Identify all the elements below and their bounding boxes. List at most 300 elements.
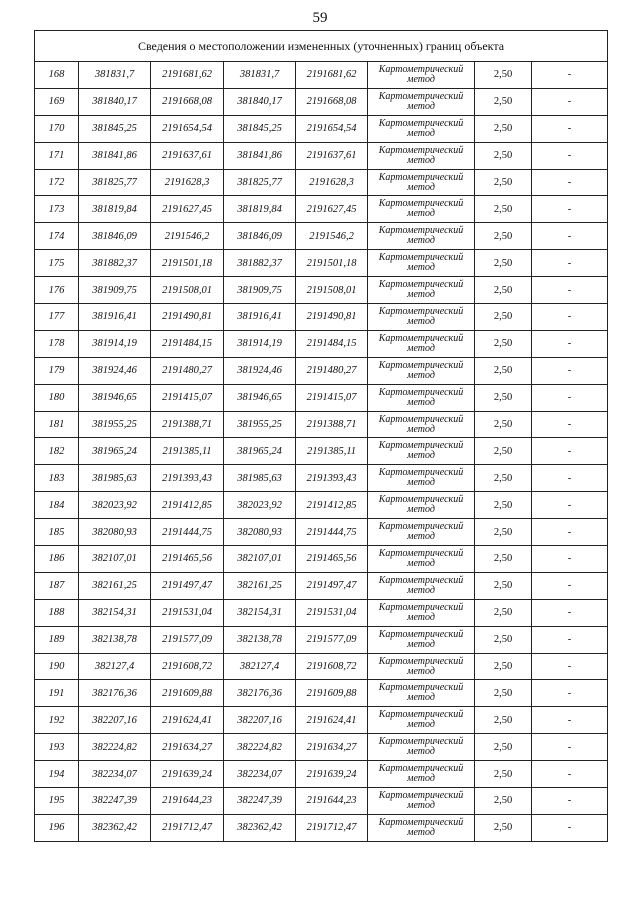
method-line2: метод [407,289,435,301]
y-new-cell: 2191654,54 [296,115,368,142]
note-cell: - [532,62,608,89]
method-line1: Картометрический [378,171,464,183]
accuracy-cell: 2,50 [475,169,532,196]
y-existing-cell: 2191628,3 [151,169,224,196]
x-new-cell: 382154,31 [224,599,296,626]
point-number-cell: 191 [35,680,79,707]
y-existing-cell: 2191577,09 [151,626,224,653]
method-line1: Картометрический [378,413,464,425]
table-row [35,519,608,546]
method-line1: Картометрический [378,736,464,748]
page-number: 59 [312,10,328,26]
y-new-cell: 2191531,04 [296,599,368,626]
method-line2: метод [407,154,435,166]
x-new-cell: 382207,16 [224,707,296,734]
y-existing-cell: 2191508,01 [151,277,224,304]
accuracy-cell: 2,50 [475,223,532,250]
x-existing-cell: 382247,39 [79,788,151,815]
table-row [35,223,608,250]
accuracy-cell: 2,50 [475,546,532,573]
accuracy-cell: 2,50 [475,653,532,680]
table-row [35,115,608,142]
table-row [35,357,608,384]
table-row [35,196,608,223]
method-line1: Картометрический [378,117,464,129]
table-row [35,465,608,492]
point-number-cell: 186 [35,546,79,573]
accuracy-cell: 2,50 [475,734,532,761]
x-new-cell: 381840,17 [224,88,296,115]
note-cell: - [532,169,608,196]
table-row [35,680,608,707]
x-existing-cell: 382080,93 [79,519,151,546]
y-existing-cell: 2191465,56 [151,546,224,573]
table-row [35,62,608,89]
method-line1: Картометрический [378,494,464,506]
method-cell [368,653,475,680]
method-line1: Картометрический [378,359,464,371]
table-row [35,707,608,734]
accuracy-cell: 2,50 [475,680,532,707]
table-row [35,142,608,169]
point-number-cell: 177 [35,304,79,331]
note-cell: - [532,357,608,384]
x-existing-cell: 382154,31 [79,599,151,626]
x-new-cell: 381846,09 [224,223,296,250]
x-existing-cell: 382234,07 [79,761,151,788]
accuracy-cell: 2,50 [475,62,532,89]
method-line1: Картометрический [378,90,464,102]
y-existing-cell: 2191712,47 [151,814,224,841]
note-cell: - [532,277,608,304]
x-existing-cell: 382138,78 [79,626,151,653]
accuracy-cell: 2,50 [475,626,532,653]
method-line2: метод [407,127,435,139]
boundary-coordinates-table [34,30,608,842]
point-number-cell: 188 [35,599,79,626]
y-new-cell: 2191634,27 [296,734,368,761]
x-existing-cell: 382107,01 [79,546,151,573]
table-row [35,788,608,815]
table-row [35,384,608,411]
method-cell [368,546,475,573]
point-number-cell: 195 [35,788,79,815]
accuracy-cell: 2,50 [475,250,532,277]
x-new-cell: 381819,84 [224,196,296,223]
table-row [35,492,608,519]
x-existing-cell: 381916,41 [79,304,151,331]
y-new-cell: 2191712,47 [296,814,368,841]
method-cell [368,357,475,384]
method-line1: Картометрический [378,440,464,452]
point-number-cell: 179 [35,357,79,384]
accuracy-cell: 2,50 [475,357,532,384]
method-line2: метод [407,584,435,596]
accuracy-cell: 2,50 [475,707,532,734]
note-cell: - [532,734,608,761]
method-cell [368,492,475,519]
method-line1: Картометрический [378,789,464,801]
method-line2: метод [407,504,435,516]
method-line2: метод [407,423,435,435]
method-line1: Картометрический [378,386,464,398]
x-existing-cell: 381819,84 [79,196,151,223]
x-new-cell: 382138,78 [224,626,296,653]
point-number-cell: 174 [35,223,79,250]
point-number-cell: 180 [35,384,79,411]
point-number-cell: 170 [35,115,79,142]
y-new-cell: 2191465,56 [296,546,368,573]
x-existing-cell: 381909,75 [79,277,151,304]
method-line1: Картометрический [378,628,464,640]
method-line1: Картометрический [378,198,464,210]
y-existing-cell: 2191637,61 [151,142,224,169]
x-new-cell: 382161,25 [224,572,296,599]
x-new-cell: 381831,7 [224,62,296,89]
table-row [35,88,608,115]
y-new-cell: 2191444,75 [296,519,368,546]
point-number-cell: 185 [35,519,79,546]
y-new-cell: 2191624,41 [296,707,368,734]
note-cell: - [532,115,608,142]
method-line1: Картометрический [378,682,464,694]
x-new-cell: 382080,93 [224,519,296,546]
method-cell [368,304,475,331]
method-line2: метод [407,638,435,650]
x-new-cell: 382224,82 [224,734,296,761]
method-line2: метод [407,396,435,408]
method-line1: Картометрический [378,252,464,264]
method-cell [368,330,475,357]
method-cell [368,196,475,223]
x-existing-cell: 382127,4 [79,653,151,680]
accuracy-cell: 2,50 [475,519,532,546]
y-existing-cell: 2191531,04 [151,599,224,626]
x-new-cell: 381965,24 [224,438,296,465]
point-number-cell: 178 [35,330,79,357]
method-line2: метод [407,235,435,247]
x-new-cell: 381841,86 [224,142,296,169]
x-new-cell: 381924,46 [224,357,296,384]
y-existing-cell: 2191634,27 [151,734,224,761]
point-number-cell: 187 [35,572,79,599]
table-row [35,277,608,304]
x-new-cell: 381882,37 [224,250,296,277]
method-cell [368,62,475,89]
method-line1: Картометрический [378,63,464,75]
y-existing-cell: 2191627,45 [151,196,224,223]
note-cell: - [532,546,608,573]
method-cell [368,384,475,411]
x-existing-cell: 382224,82 [79,734,151,761]
y-existing-cell: 2191444,75 [151,519,224,546]
y-new-cell: 2191644,23 [296,788,368,815]
table-row [35,169,608,196]
method-line2: метод [407,531,435,543]
note-cell: - [532,814,608,841]
point-number-cell: 184 [35,492,79,519]
method-cell [368,519,475,546]
table-row [35,599,608,626]
table-title-row [35,31,608,62]
point-number-cell: 182 [35,438,79,465]
accuracy-cell: 2,50 [475,465,532,492]
y-existing-cell: 2191609,88 [151,680,224,707]
table-row [35,626,608,653]
y-new-cell: 2191637,61 [296,142,368,169]
method-cell [368,761,475,788]
x-new-cell: 382234,07 [224,761,296,788]
y-new-cell: 2191668,08 [296,88,368,115]
y-new-cell: 2191501,18 [296,250,368,277]
accuracy-cell: 2,50 [475,196,532,223]
point-number-cell: 173 [35,196,79,223]
note-cell: - [532,519,608,546]
point-number-cell: 169 [35,88,79,115]
method-line1: Картометрический [378,279,464,291]
accuracy-cell: 2,50 [475,438,532,465]
y-new-cell: 2191480,27 [296,357,368,384]
table-row [35,438,608,465]
x-existing-cell: 381965,24 [79,438,151,465]
accuracy-cell: 2,50 [475,492,532,519]
table-row [35,411,608,438]
method-line1: Картометрический [378,816,464,828]
method-line2: метод [407,262,435,274]
method-cell [368,734,475,761]
y-new-cell: 2191508,01 [296,277,368,304]
x-new-cell: 382362,42 [224,814,296,841]
table-row [35,572,608,599]
note-cell: - [532,465,608,492]
x-new-cell: 381909,75 [224,277,296,304]
point-number-cell: 190 [35,653,79,680]
note-cell: - [532,599,608,626]
method-line1: Картометрический [378,574,464,586]
y-new-cell: 2191415,07 [296,384,368,411]
x-new-cell: 382023,92 [224,492,296,519]
y-existing-cell: 2191497,47 [151,572,224,599]
x-new-cell: 382127,4 [224,653,296,680]
method-line2: метод [407,692,435,704]
table-row [35,814,608,841]
accuracy-cell: 2,50 [475,814,532,841]
table-row [35,734,608,761]
method-line2: метод [407,665,435,677]
y-new-cell: 2191393,43 [296,465,368,492]
y-new-cell: 2191412,85 [296,492,368,519]
method-cell [368,626,475,653]
method-cell [368,599,475,626]
method-cell [368,814,475,841]
method-line1: Картометрический [378,601,464,613]
y-existing-cell: 2191624,41 [151,707,224,734]
note-cell: - [532,250,608,277]
method-cell [368,169,475,196]
x-existing-cell: 382161,25 [79,572,151,599]
note-cell: - [532,761,608,788]
x-existing-cell: 381846,09 [79,223,151,250]
y-new-cell: 2191497,47 [296,572,368,599]
method-line2: метод [407,719,435,731]
method-line1: Картометрический [378,655,464,667]
method-line1: Картометрический [378,709,464,721]
method-line1: Картометрический [378,144,464,156]
method-line1: Картометрический [378,305,464,317]
method-line2: метод [407,181,435,193]
accuracy-cell: 2,50 [475,330,532,357]
method-line1: Картометрический [378,763,464,775]
method-line1: Картометрический [378,547,464,559]
x-new-cell: 382176,36 [224,680,296,707]
table-row [35,761,608,788]
y-new-cell: 2191628,3 [296,169,368,196]
y-existing-cell: 2191654,54 [151,115,224,142]
table-row [35,250,608,277]
method-line2: метод [407,100,435,112]
method-line2: метод [407,450,435,462]
note-cell: - [532,88,608,115]
x-existing-cell: 381946,65 [79,384,151,411]
method-line2: метод [407,746,435,758]
y-existing-cell: 2191639,24 [151,761,224,788]
note-cell: - [532,384,608,411]
x-existing-cell: 382207,16 [79,707,151,734]
x-existing-cell: 381840,17 [79,88,151,115]
accuracy-cell: 2,50 [475,572,532,599]
table-row [35,546,608,573]
note-cell: - [532,330,608,357]
accuracy-cell: 2,50 [475,304,532,331]
method-cell [368,465,475,492]
method-line2: метод [407,477,435,489]
table-row [35,330,608,357]
accuracy-cell: 2,50 [475,599,532,626]
point-number-cell: 189 [35,626,79,653]
y-existing-cell: 2191385,11 [151,438,224,465]
method-line1: Картометрический [378,521,464,533]
accuracy-cell: 2,50 [475,761,532,788]
y-new-cell: 2191639,24 [296,761,368,788]
y-new-cell: 2191608,72 [296,653,368,680]
note-cell: - [532,196,608,223]
method-line1: Картометрический [378,225,464,237]
x-existing-cell: 381841,86 [79,142,151,169]
x-existing-cell: 382023,92 [79,492,151,519]
method-cell [368,115,475,142]
y-existing-cell: 2191668,08 [151,88,224,115]
method-line1: Картометрический [378,467,464,479]
method-cell [368,223,475,250]
table-title: Сведения о местоположении измененных (уточненных) границ объекта [35,31,608,62]
y-new-cell: 2191627,45 [296,196,368,223]
y-existing-cell: 2191415,07 [151,384,224,411]
method-line2: метод [407,73,435,85]
table-row [35,653,608,680]
note-cell: - [532,707,608,734]
y-existing-cell: 2191681,62 [151,62,224,89]
x-new-cell: 382247,39 [224,788,296,815]
x-existing-cell: 382362,42 [79,814,151,841]
point-number-cell: 175 [35,250,79,277]
point-number-cell: 172 [35,169,79,196]
y-new-cell: 2191546,2 [296,223,368,250]
method-cell [368,142,475,169]
table-row [35,304,608,331]
method-line2: метод [407,369,435,381]
y-existing-cell: 2191608,72 [151,653,224,680]
x-existing-cell: 381985,63 [79,465,151,492]
method-line2: метод [407,557,435,569]
y-existing-cell: 2191490,81 [151,304,224,331]
y-existing-cell: 2191412,85 [151,492,224,519]
y-existing-cell: 2191388,71 [151,411,224,438]
y-existing-cell: 2191546,2 [151,223,224,250]
method-cell [368,277,475,304]
x-new-cell: 381955,25 [224,411,296,438]
y-existing-cell: 2191484,15 [151,330,224,357]
y-existing-cell: 2191393,43 [151,465,224,492]
x-new-cell: 381916,41 [224,304,296,331]
method-line2: метод [407,315,435,327]
point-number-cell: 168 [35,62,79,89]
y-new-cell: 2191388,71 [296,411,368,438]
y-new-cell: 2191484,15 [296,330,368,357]
y-new-cell: 2191577,09 [296,626,368,653]
y-new-cell: 2191609,88 [296,680,368,707]
accuracy-cell: 2,50 [475,277,532,304]
accuracy-cell: 2,50 [475,115,532,142]
y-existing-cell: 2191501,18 [151,250,224,277]
x-new-cell: 382107,01 [224,546,296,573]
note-cell: - [532,304,608,331]
method-line2: метод [407,342,435,354]
note-cell: - [532,680,608,707]
point-number-cell: 183 [35,465,79,492]
y-new-cell: 2191681,62 [296,62,368,89]
x-new-cell: 381825,77 [224,169,296,196]
x-new-cell: 381985,63 [224,465,296,492]
method-cell [368,572,475,599]
method-line2: метод [407,799,435,811]
point-number-cell: 192 [35,707,79,734]
y-new-cell: 2191385,11 [296,438,368,465]
point-number-cell: 193 [35,734,79,761]
x-existing-cell: 381882,37 [79,250,151,277]
x-existing-cell: 381914,19 [79,330,151,357]
method-cell [368,788,475,815]
y-existing-cell: 2191480,27 [151,357,224,384]
method-cell [368,438,475,465]
method-cell [368,88,475,115]
accuracy-cell: 2,50 [475,411,532,438]
y-new-cell: 2191490,81 [296,304,368,331]
method-line2: метод [407,208,435,220]
point-number-cell: 176 [35,277,79,304]
accuracy-cell: 2,50 [475,788,532,815]
x-existing-cell: 381924,46 [79,357,151,384]
method-cell [368,707,475,734]
note-cell: - [532,411,608,438]
method-line2: метод [407,773,435,785]
method-cell [368,680,475,707]
point-number-cell: 194 [35,761,79,788]
y-existing-cell: 2191644,23 [151,788,224,815]
x-existing-cell: 381955,25 [79,411,151,438]
x-existing-cell: 381845,25 [79,115,151,142]
x-existing-cell: 381831,7 [79,62,151,89]
note-cell: - [532,572,608,599]
